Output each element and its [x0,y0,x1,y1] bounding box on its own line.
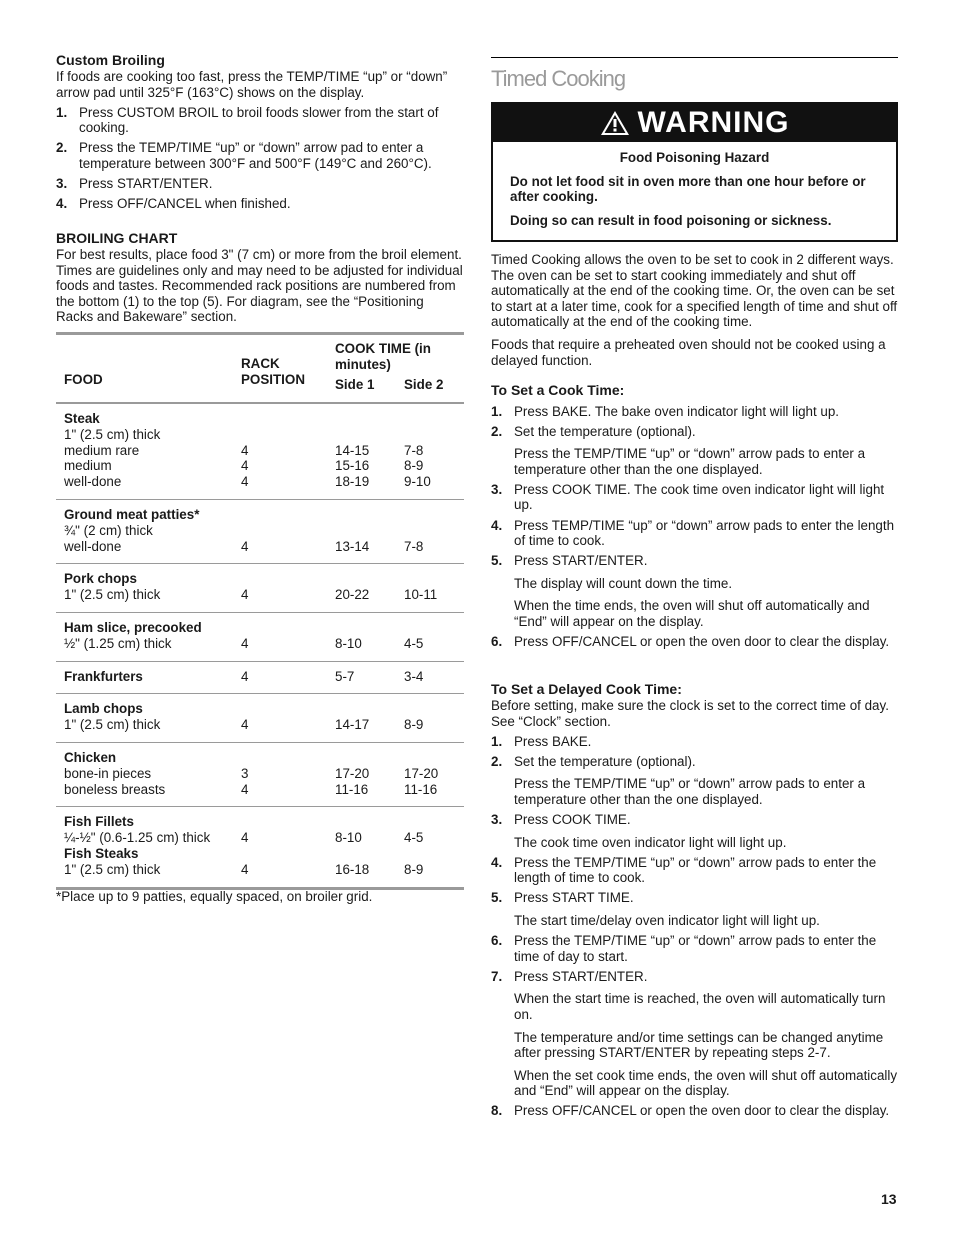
side-1-cell: 14-17 [335,717,370,733]
rack-cell: 4 [241,668,249,684]
food-cell: 1" (2.5 cm) thick [64,587,161,603]
table-row [56,507,464,523]
side-2-cell: 17-20 [404,765,439,781]
side-1-cell: 8-10 [335,635,362,651]
side-1-cell: 14-15 [335,442,370,458]
step-item [56,196,464,212]
food-cell: Steak [64,411,100,426]
warning-triangle-icon [600,110,630,136]
food-cell: boneless breasts [64,781,166,797]
table-row [56,669,464,685]
side-2-cell: 7-8 [404,538,424,554]
side-1-cell: 11-16 [335,781,369,797]
step-item [491,482,898,513]
chart-group [56,500,464,564]
broiling-chart-header [56,335,464,404]
warning-line-1: Do not let food sit in oven more than one hour before or after cooking. [510,173,866,205]
chart-group [56,743,464,807]
step-item [491,812,898,850]
custom-broiling-heading: Custom Broiling [56,52,165,68]
step-text: Press START/ENTER. [514,968,648,984]
food-cell: ¼-½" (0.6-1.25 cm) thick [64,830,211,846]
side-1-cell: 15-16 [335,458,370,474]
step-note: The display will count down the time. [514,575,733,591]
food-cell: well-done [64,538,122,554]
step-item [491,855,898,886]
chart-group [56,694,464,743]
food-cell: 1" (2.5 cm) thick [64,426,161,442]
side-1-cell: 13-14 [335,538,370,554]
warning-line-2: Doing so can result in food poisoning or sickness. [510,212,832,228]
step-text: Press the TEMP/TIME “up” or “down” arrow pads to enter the length of time to cook. [514,854,877,886]
step-number: 4. [491,517,503,533]
side-2-cell: 11-16 [404,781,438,797]
step-number: 1. [491,403,503,419]
rack-cell: 3 [241,765,249,781]
table-row [56,427,464,443]
side-2-cell: 3-4 [404,668,424,684]
side-1-cell: 16-18 [335,861,370,877]
warning-label: WARNING [637,106,790,140]
timed-cooking-title: Timed Cooking [491,66,626,91]
side-2-cell: 8-9 [404,458,424,474]
section-rule [491,57,898,58]
food-cell: bone-in pieces [64,765,152,781]
step-item [491,518,898,549]
food-cell: 1" (2.5 cm) thick [64,861,161,877]
timed-cooking-intro-2: Foods that require a preheated oven should not be cooked using a delayed function. [491,336,886,368]
table-row [56,411,464,427]
custom-broiling-steps [56,105,464,212]
step-note: The start time/delay oven indicator light will light up. [514,913,820,929]
step-number: 7. [491,968,503,984]
table-row [56,750,464,766]
step-text: Press CUSTOM BROIL to broil foods slower from the start of cooking. [79,104,439,136]
side-2-cell: 9-10 [404,474,431,490]
rack-cell: 4 [241,717,249,733]
step-text: Press COOK TIME. The cook time oven indicator light will light up. [514,481,885,513]
step-item [56,140,464,171]
step-item [491,404,898,420]
warning-hazard: Food Poisoning Hazard [619,150,770,165]
broiling-chart-footnote: *Place up to 9 patties, equally spaced, on broiler grid. [56,889,373,904]
step-item [491,634,898,650]
table-row [56,571,464,587]
side-1-cell: 20-22 [335,587,370,603]
step-number: 4. [56,196,68,212]
step-note: When the time ends, the oven will shut off automatically and “End” will appear on the display. [514,598,870,630]
rack-cell: 4 [241,830,249,846]
delayed-cook-intro: Before setting, make sure the clock is set to the correct time of day. See “Clock” section. [491,698,889,729]
header-side-2: Side 2 [404,377,444,392]
step-number: 2. [56,140,68,156]
step-text: Press OFF/CANCEL or open the oven door to clear the display. [514,634,890,650]
table-row [56,814,464,830]
step-item [491,734,898,750]
step-note: Press the TEMP/TIME “up” or “down” arrow pads to enter a temperature other than the one displayed. [514,446,866,477]
table-row [56,862,464,878]
food-cell: Chicken [64,749,117,765]
step-item [56,176,464,192]
step-item [491,969,898,1099]
food-cell: ¾" (2 cm) thick [64,522,153,538]
step-text: Press COOK TIME. [514,812,631,828]
food-cell: ½" (1.25 cm) thick [64,635,172,651]
step-number: 3. [491,812,503,828]
step-number: 6. [491,933,503,949]
warning-banner [493,104,896,142]
custom-broiling-intro: If foods are cooking too fast, press the TEMP/TIME “up” or “down” arrow pad until 325°F (163°C) shows on the display. [56,69,448,100]
step-text: Press the TEMP/TIME “up” or “down” arrow pad to enter a temperature between 300°F and 500°F (149°C and 260°C). [79,140,432,171]
table-row [56,717,464,733]
food-cell: Pork chops [64,571,137,587]
side-2-cell: 4-5 [404,635,424,651]
side-2-cell: 4-5 [404,830,424,846]
step-text: Press START TIME. [514,890,634,906]
food-cell: Ham slice, precooked [64,619,202,635]
side-2-cell: 7-8 [404,442,424,458]
food-cell: Lamb chops [64,701,143,717]
food-cell: well-done [64,474,122,490]
rack-cell: 4 [241,861,249,877]
step-number: 1. [491,733,503,749]
table-row [56,620,464,636]
step-note: When the start time is reached, the oven will automatically turn on. [514,991,886,1022]
side-1-cell: 8-10 [335,830,362,846]
step-number: 5. [491,890,503,906]
side-2-cell: 10-11 [404,587,438,603]
step-text: Press BAKE. [514,733,592,749]
chart-group [56,807,464,886]
step-text: Press START/ENTER. [514,553,648,569]
step-item [491,1103,898,1119]
step-text: Press the TEMP/TIME “up” or “down” arrow pads to enter the time of day to start. [514,933,877,964]
food-cell: Ground meat patties* [64,506,200,522]
food-cell: medium rare [64,442,140,458]
timed-cooking-intro-1: Timed Cooking allows the oven to be set to cook in 2 different ways. The oven can be set to start cooking immediately and shut off automatically at the end of the cooking time. Or, the oven can be set to start at a later time, cook for a specified length of time and shut off automatically at the end of the cooking time. [491,252,898,330]
step-number: 2. [491,753,503,769]
page-number: 13 [881,1191,897,1207]
step-number: 1. [56,104,68,120]
side-1-cell: 17-20 [335,765,370,781]
chart-group [56,662,464,695]
broiling-chart-section [56,230,464,325]
timed-cooking-intro [491,252,898,368]
step-text: Press BAKE. The bake oven indicator light will light up. [514,403,840,419]
table-row [56,587,464,603]
step-note: When the set cook time ends, the oven will shut off automatically and “End” will appear on the display. [514,1067,898,1099]
step-note: The temperature and/or time settings can be changed anytime after pressing START/ENTER by repeating steps 2-7. [514,1029,884,1061]
table-row [56,523,464,539]
step-number: 6. [491,634,503,650]
side-1-cell: 5-7 [335,668,355,684]
header-side-1: Side 1 [335,377,375,392]
rack-cell: 4 [241,458,249,474]
step-item [491,933,898,964]
table-row [56,539,464,555]
header-rack-position: RACK POSITION [241,356,305,387]
step-item [56,105,464,136]
table-row [56,458,464,474]
step-item [491,890,898,928]
step-text: Set the temperature (optional). [514,423,696,439]
rack-cell: 4 [241,587,249,603]
food-cell: medium [64,458,112,474]
rack-cell: 4 [241,442,249,458]
chart-group [56,613,464,662]
chart-group [56,564,464,613]
side-2-cell: 8-9 [404,717,424,733]
cook-time-heading: To Set a Cook Time: [491,382,625,398]
broiling-chart-heading: BROILING CHART [56,230,178,246]
cook-time-section [491,382,898,650]
broiling-chart-body [56,404,464,887]
header-food: FOOD [64,372,103,387]
step-number: 3. [56,176,68,192]
table-row [56,636,464,652]
step-text: Press OFF/CANCEL or open the oven door to clear the display. [514,1103,890,1119]
food-cell: Fish Fillets [64,814,134,830]
step-text: Press TEMP/TIME “up” or “down” arrow pads to enter the length of time to cook. [514,517,895,549]
header-cook-time: COOK TIME (in minutes) [335,341,431,372]
table-row [56,782,464,798]
step-text: Press OFF/CANCEL when finished. [79,196,291,212]
step-number: 8. [491,1103,503,1119]
food-cell: Fish Steaks [64,845,139,861]
step-number: 2. [491,423,503,439]
food-cell: Frankfurters [64,668,143,684]
step-item [491,754,898,808]
rack-cell: 4 [241,474,249,490]
side-2-cell: 8-9 [404,861,424,877]
rack-cell: 4 [241,781,249,797]
step-number: 3. [491,481,503,497]
step-item [491,424,898,478]
warning-body [493,142,896,228]
side-1-cell: 18-19 [335,474,370,490]
table-row [56,701,464,717]
rack-cell: 4 [241,635,249,651]
table-row [56,766,464,782]
step-note: The cook time oven indicator light will light up. [514,834,787,850]
cook-time-steps [491,404,898,650]
table-row [56,830,464,846]
step-number: 4. [491,854,503,870]
step-number: 5. [491,553,503,569]
step-text: Press START/ENTER. [79,176,213,192]
delayed-cook-section [491,681,898,1119]
step-item [491,553,898,629]
broiling-chart-table [56,332,464,890]
table-row [56,474,464,490]
rack-cell: 4 [241,538,249,554]
table-row [56,443,464,459]
table-row [56,846,464,862]
chart-group [56,404,464,500]
food-cell: 1" (2.5 cm) thick [64,717,161,733]
step-text: Set the temperature (optional). [514,753,696,769]
warning-box [491,102,898,242]
delayed-cook-steps [491,734,898,1119]
broiling-chart-intro: For best results, place food 3" (7 cm) or more from the broil element. Times are guidelines only and may need to be adjusted for individual foods and tastes. Recommended rack positions are numbered from the bottom (1) to the top (5). For diagram, see the “Positioning Racks and Bakeware” section. [56,247,463,325]
custom-broiling-section [56,52,464,212]
step-note: Press the TEMP/TIME “up” or “down” arrow pads to enter a temperature other than the one displayed. [514,776,866,807]
delayed-cook-heading: To Set a Delayed Cook Time: [491,681,682,697]
